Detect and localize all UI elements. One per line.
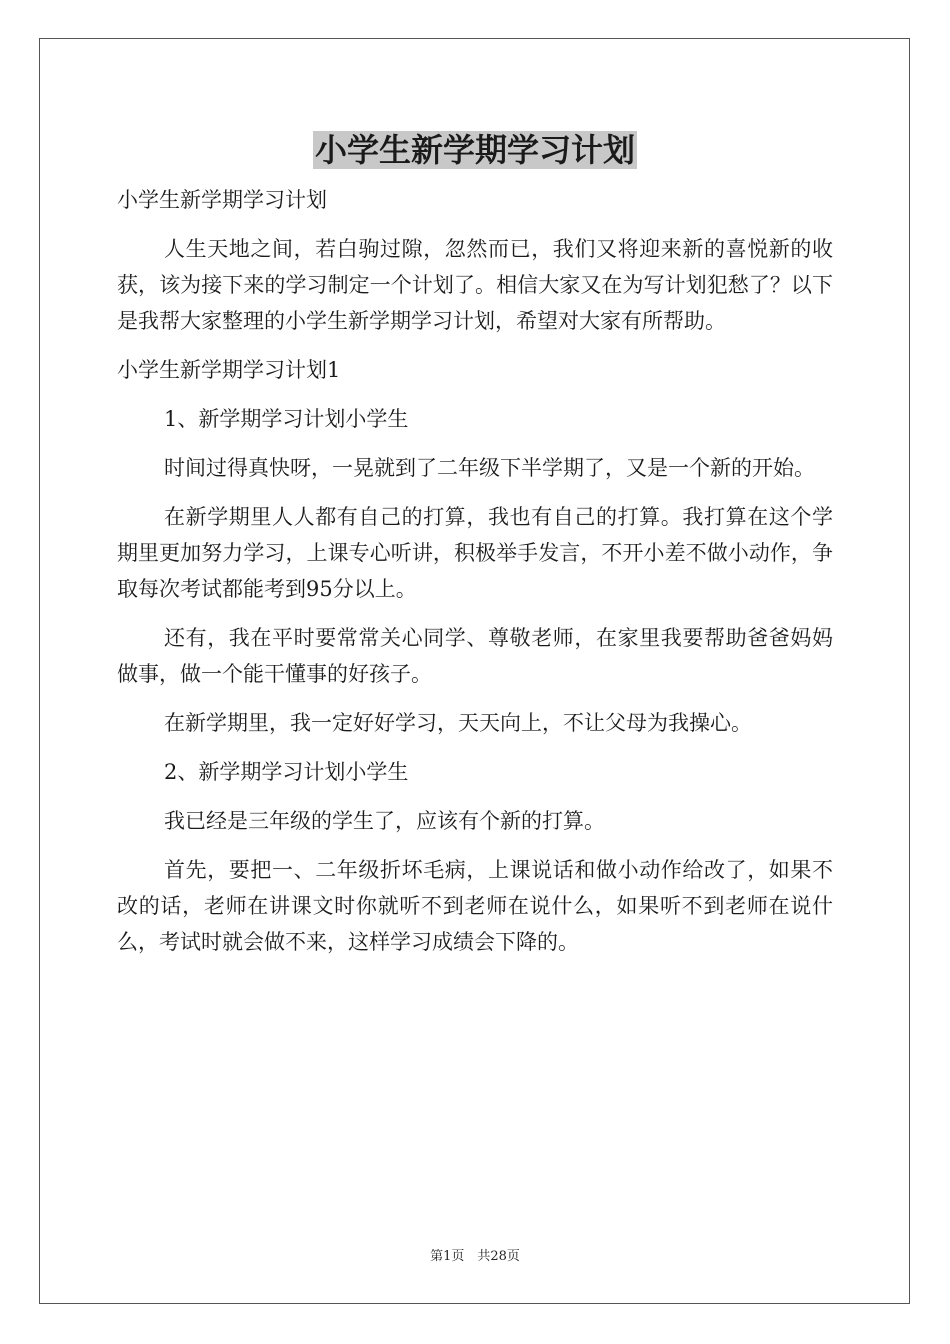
subsection-heading-2: 2、新学期学习计划小学生	[164, 760, 409, 784]
paragraph-subtitle: 小学生新学期学习计划	[117, 188, 327, 212]
subsection-heading-1: 1、新学期学习计划小学生	[164, 407, 409, 431]
document-title-text: 小学生新学期学习计划	[314, 131, 635, 169]
paragraph: 我已经是三年级的学生了，应该有个新的打算。	[164, 809, 605, 833]
page-footer	[0, 1248, 950, 1266]
paragraph: 在新学期里人人都有自己的打算，我也有自己的打算。我打算在这个学期里更加努力学习，上课专心听讲，积极举手发言，不开小差不做小动作，争取每次考试都能考到95分以上。	[117, 505, 833, 601]
paragraph: 时间过得真快呀，一晃就到了二年级下半学期了，又是一个新的开始。	[164, 456, 815, 480]
paragraph-intro: 人生天地之间，若白驹过隙，忽然而已，我们又将迎来新的喜悦新的收获，该为接下来的学习制定一个计划了。相信大家又在为写计划犯愁了？以下是我帮大家整理的小学生新学期学习计划，希望对大家有所帮助。	[117, 237, 833, 333]
document-body	[117, 182, 833, 973]
paragraph: 首先，要把一、二年级折坏毛病，上课说话和做小动作给改了，如果不改的话，老师在讲课文时你就听不到老师在说什么，如果听不到老师在说什么，考试时就会做不来，这样学习成绩会下降的。	[117, 858, 833, 954]
document-title	[0, 128, 950, 172]
paragraph: 还有，我在平时要常常关心同学、尊敬老师，在家里我要帮助爸爸妈妈做事，做一个能干懂事的好孩子。	[117, 626, 833, 686]
paragraph: 在新学期里，我一定好好学习，天天向上，不让父母为我操心。	[164, 711, 752, 735]
page-number: 第1页 共28页	[430, 1249, 520, 1264]
section-heading: 小学生新学期学习计划1	[117, 358, 341, 382]
